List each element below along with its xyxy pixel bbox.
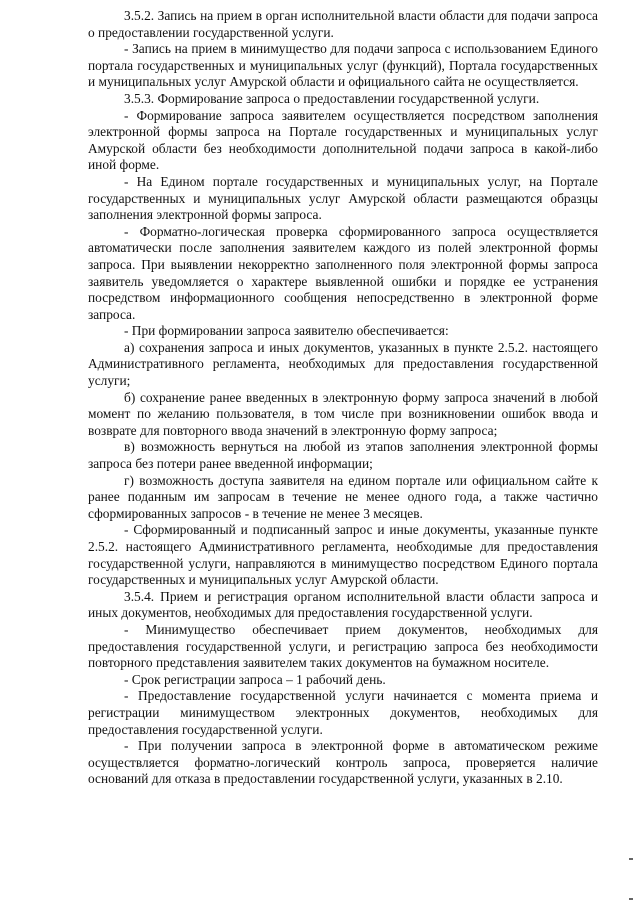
paragraph-3-5-3-heading: 3.5.3. Формирование запроса о предоставлении государственной услуги. bbox=[124, 90, 540, 106]
paragraph: - Сформированный и подписанный запрос и иные документы, указанные пункте 2.5.2. настоящего Административного регламента, необходимые для предоставления государственной услуги, направляются в минимущество посредством Единого портала государственных и муниципальных услуг Амурской области. bbox=[88, 522, 598, 588]
list-item-c: в) возможность вернуться на любой из этапов заполнения электронной формы запроса без потери ранее введенной информации; bbox=[88, 439, 598, 472]
document-body bbox=[88, 8, 598, 788]
paragraph-3-5-4-heading: 3.5.4. Прием и регистрация органом исполнительной власти области запроса и иных документов, необходимых для предоставления государственной услуги. bbox=[88, 588, 598, 621]
list-item-a: а) сохранения запроса и иных документов, указанных в пункте 2.5.2. настоящего Административного регламента, необходимых для предоставления государственной услуги; bbox=[88, 339, 598, 389]
paragraph: - Предоставление государственной услуги начинается с момента приема и регистрации минимуществом электронных документов, необходимых для предоставления государственной услуги. bbox=[88, 688, 598, 737]
list-item-d: г) возможность доступа заявителя на едином портале или официальном сайте к ранее поданным им запросам в течение не менее одного года, а также частично сформированных запросов - в течение не менее 3 месяцев. bbox=[88, 472, 598, 521]
paragraph: - Минимущество обеспечивает прием документов, необходимых для предоставления государственной услуги, и регистрацию запроса без необходимости повторного представления заявителем таких документов на бумажном носителе. bbox=[88, 621, 598, 671]
paragraph: - Формирование запроса заявителем осуществляется посредством заполнения электронной формы запроса на Портале государственных и муниципальных услуг Амурской области без необходимости дополнительной подачи запроса в какой-либо иной форме. bbox=[88, 107, 598, 173]
scan-mark bbox=[629, 858, 633, 860]
paragraph: - Срок регистрации запроса – 1 рабочий день. bbox=[124, 671, 386, 687]
paragraph-3-5-2-heading: 3.5.2. Запись на прием в орган исполнительной власти области для подачи запроса о предоставлении государственной услуги. bbox=[88, 8, 598, 40]
paragraph: - Форматно-логическая проверка сформированного запроса осуществляется автоматически после заполнения заявителем каждого из полей электронной формы запроса. При выявлении некорректно заполненного поля электронной формы запроса заявитель уведомляется о характере выявленной ошибки и порядке ее устранения посредством информационного сообщения непосредственно в электронной форме запроса. bbox=[88, 223, 598, 322]
scan-mark bbox=[629, 898, 633, 900]
paragraph: - При получении запроса в электронной форме в автоматическом режиме осуществляется форматно-логический контроль запроса, проверяется наличие оснований для отказа в предоставлении государственной услуги, указанных в 2.10. bbox=[88, 738, 598, 787]
paragraph: - На Едином портале государственных и муниципальных услуг, на Портале государственных и муниципальных услуг Амурской области размещаются образцы заполнения электронной формы запроса. bbox=[88, 173, 598, 223]
list-item-b: б) сохранение ранее введенных в электронную форму запроса значений в любой момент по желанию пользователя, в том числе при возникновении ошибок ввода и возврате для повторного ввода значений в электронную форму запроса; bbox=[88, 389, 598, 438]
paragraph: - Запись на прием в минимущество для подачи запроса с использованием Единого портала государственных и муниципальных услуг (функций), Портала государственных и муниципальных услуг Амурской области и официального сайта не осуществляется. bbox=[88, 41, 598, 90]
paragraph: - При формировании запроса заявителю обеспечивается: bbox=[124, 323, 449, 339]
